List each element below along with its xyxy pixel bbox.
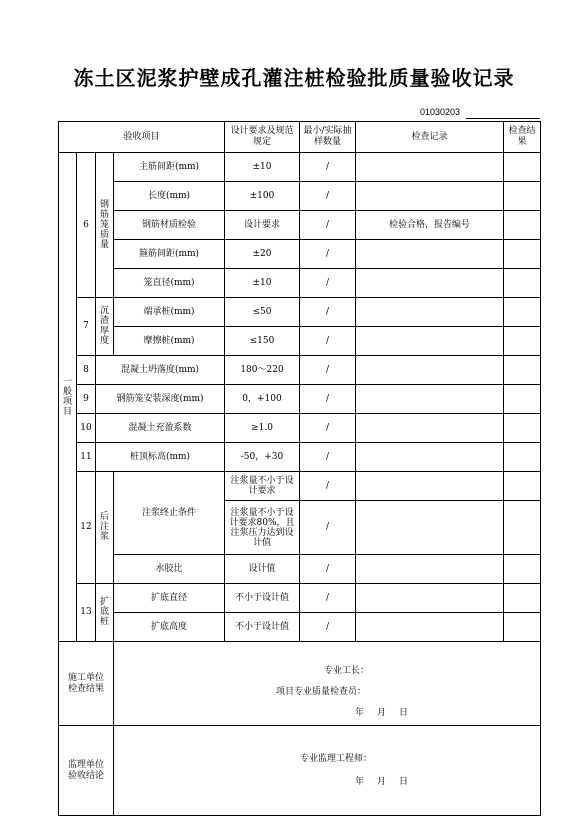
construction-date: 年 月 日 xyxy=(355,708,411,718)
result-cell xyxy=(504,613,541,642)
design-value: ≥1.0 xyxy=(225,414,300,443)
group-label-cell xyxy=(96,298,114,356)
supervision-engineer-label: 专业监理工程师： xyxy=(300,754,373,764)
record-cell xyxy=(356,240,504,269)
result-cell xyxy=(504,182,541,211)
row-no: 9 xyxy=(77,385,96,414)
sample-value: / xyxy=(300,211,356,240)
design-value: 注浆量不小于设计要求80%，且注浆压力达到设计值 xyxy=(225,501,300,555)
group-label: 扩底桩 xyxy=(99,597,109,627)
table-row xyxy=(59,153,541,182)
row-no: 8 xyxy=(77,356,96,385)
sample-value: / xyxy=(300,356,356,385)
group-no: 6 xyxy=(77,153,96,298)
record-cell xyxy=(356,269,504,298)
sample-value: / xyxy=(300,555,356,584)
design-value: 不小于设计值 xyxy=(225,584,300,613)
record-cell xyxy=(356,555,504,584)
sample-value: / xyxy=(300,182,356,211)
record-cell xyxy=(356,327,504,356)
sample-value: / xyxy=(300,443,356,472)
design-value: 设计要求 xyxy=(225,211,300,240)
result-cell xyxy=(504,298,541,327)
supervision-date: 年 月 日 xyxy=(355,777,411,787)
table-row xyxy=(59,443,541,472)
header-item: 验收项目 xyxy=(59,122,225,153)
result-cell xyxy=(504,385,541,414)
result-cell xyxy=(504,356,541,385)
design-value: ≤50 xyxy=(225,298,300,327)
construction-label-cell xyxy=(59,642,114,726)
record-cell xyxy=(356,356,504,385)
record-cell xyxy=(356,584,504,613)
item-name: 混凝土充盈系数 xyxy=(96,414,225,443)
item-name: 注浆终止条件 xyxy=(114,472,225,555)
design-value: 设计值 xyxy=(225,555,300,584)
design-value: ±10 xyxy=(225,269,300,298)
group-label: 沉渣厚度 xyxy=(99,306,109,346)
row-no: 10 xyxy=(77,414,96,443)
result-cell xyxy=(504,269,541,298)
item-name: 扩底直径 xyxy=(114,584,225,613)
table-row xyxy=(59,385,541,414)
construction-row xyxy=(59,642,541,726)
item-name: 扩底高度 xyxy=(114,613,225,642)
design-value: 不小于设计值 xyxy=(225,613,300,642)
table-row xyxy=(59,240,541,269)
table-row xyxy=(59,327,541,356)
result-cell xyxy=(504,443,541,472)
sample-value: / xyxy=(300,269,356,298)
result-cell xyxy=(504,555,541,584)
construction-label: 施工单位检查结果 xyxy=(67,672,104,694)
result-cell xyxy=(504,240,541,269)
sample-value: / xyxy=(300,240,356,269)
item-name: 钢筋笼安装深度(mm) xyxy=(96,385,225,414)
record-cell xyxy=(356,472,504,501)
form-code-underline xyxy=(466,118,540,119)
item-name: 混凝土坍落度(mm) xyxy=(96,356,225,385)
item-name: 水胶比 xyxy=(114,555,225,584)
sample-value: / xyxy=(300,414,356,443)
record-cell xyxy=(356,613,504,642)
sample-value: / xyxy=(300,584,356,613)
result-cell xyxy=(504,472,541,501)
design-value: 注浆量不小于设计要求 xyxy=(225,472,300,501)
category-cell xyxy=(59,153,77,642)
group-label: 后注浆 xyxy=(99,512,109,542)
record-cell xyxy=(356,298,504,327)
quality-inspector-label: 项目专业质量检查员： xyxy=(276,687,367,697)
header-result: 检查结果 xyxy=(504,122,541,153)
item-name: 钢筋材质检验 xyxy=(114,211,225,240)
design-value: ±10 xyxy=(225,153,300,182)
supervision-sign-cell xyxy=(114,726,541,816)
header-sample: 最小/实际抽样数量 xyxy=(300,122,356,153)
result-cell xyxy=(504,584,541,613)
item-name: 主筋间距(mm) xyxy=(114,153,225,182)
supervision-label: 监理单位验收结论 xyxy=(67,759,104,781)
table-row xyxy=(59,472,541,501)
sample-value: / xyxy=(300,298,356,327)
header-row xyxy=(59,122,541,153)
group-label-cell xyxy=(96,472,114,584)
design-value: ±20 xyxy=(225,240,300,269)
construction-sign-cell xyxy=(114,642,541,726)
table-row xyxy=(59,356,541,385)
result-cell xyxy=(504,327,541,356)
sample-value: / xyxy=(300,613,356,642)
record-cell xyxy=(356,182,504,211)
table-row xyxy=(59,414,541,443)
item-name: 箍筋间距(mm) xyxy=(114,240,225,269)
sample-value: / xyxy=(300,472,356,501)
record-cell xyxy=(356,443,504,472)
supervision-row xyxy=(59,726,541,816)
table-row xyxy=(59,584,541,613)
group-no: 7 xyxy=(77,298,96,356)
header-design: 设计要求及规范规定 xyxy=(225,122,300,153)
record-cell xyxy=(356,414,504,443)
sample-value: / xyxy=(300,153,356,182)
design-value: 180～220 xyxy=(225,356,300,385)
table-row xyxy=(59,613,541,642)
group-no: 12 xyxy=(77,472,96,584)
table-row xyxy=(59,298,541,327)
item-name: 端承桩(mm) xyxy=(114,298,225,327)
category-label: 一般项目 xyxy=(62,376,72,417)
result-cell xyxy=(504,153,541,182)
design-value: -50，+30 xyxy=(225,443,300,472)
design-value: ±100 xyxy=(225,182,300,211)
form-code: 01030203 xyxy=(420,107,461,117)
sample-value: / xyxy=(300,501,356,555)
result-cell xyxy=(504,211,541,240)
header-record: 检查记录 xyxy=(356,122,504,153)
result-cell xyxy=(504,501,541,555)
sample-value: / xyxy=(300,385,356,414)
design-value: ≤150 xyxy=(225,327,300,356)
inspection-table xyxy=(58,121,541,816)
record-cell xyxy=(356,501,504,555)
group-label-cell xyxy=(96,153,114,298)
row-no: 11 xyxy=(77,443,96,472)
page-title: 冻土区泥浆护壁成孔灌注桩检验批质量验收记录 xyxy=(73,66,515,90)
item-name: 摩擦桩(mm) xyxy=(114,327,225,356)
result-cell xyxy=(504,414,541,443)
sample-value: / xyxy=(300,327,356,356)
item-name: 桩顶标高(mm) xyxy=(96,443,225,472)
item-name: 笼直径(mm) xyxy=(114,269,225,298)
table-row xyxy=(59,182,541,211)
record-cell xyxy=(356,153,504,182)
design-value: 0，+100 xyxy=(225,385,300,414)
supervision-label-cell xyxy=(59,726,114,816)
group-no: 13 xyxy=(77,584,96,642)
item-name: 长度(mm) xyxy=(114,182,225,211)
record-cell: 检验合格，报告编号 xyxy=(356,211,504,240)
record-cell xyxy=(356,385,504,414)
table-row xyxy=(59,211,541,240)
group-label-cell xyxy=(96,584,114,642)
foreman-label: 专业工长： xyxy=(324,666,370,676)
table-row xyxy=(59,555,541,584)
group-label: 钢筋笼质量 xyxy=(99,199,109,250)
table-row xyxy=(59,269,541,298)
